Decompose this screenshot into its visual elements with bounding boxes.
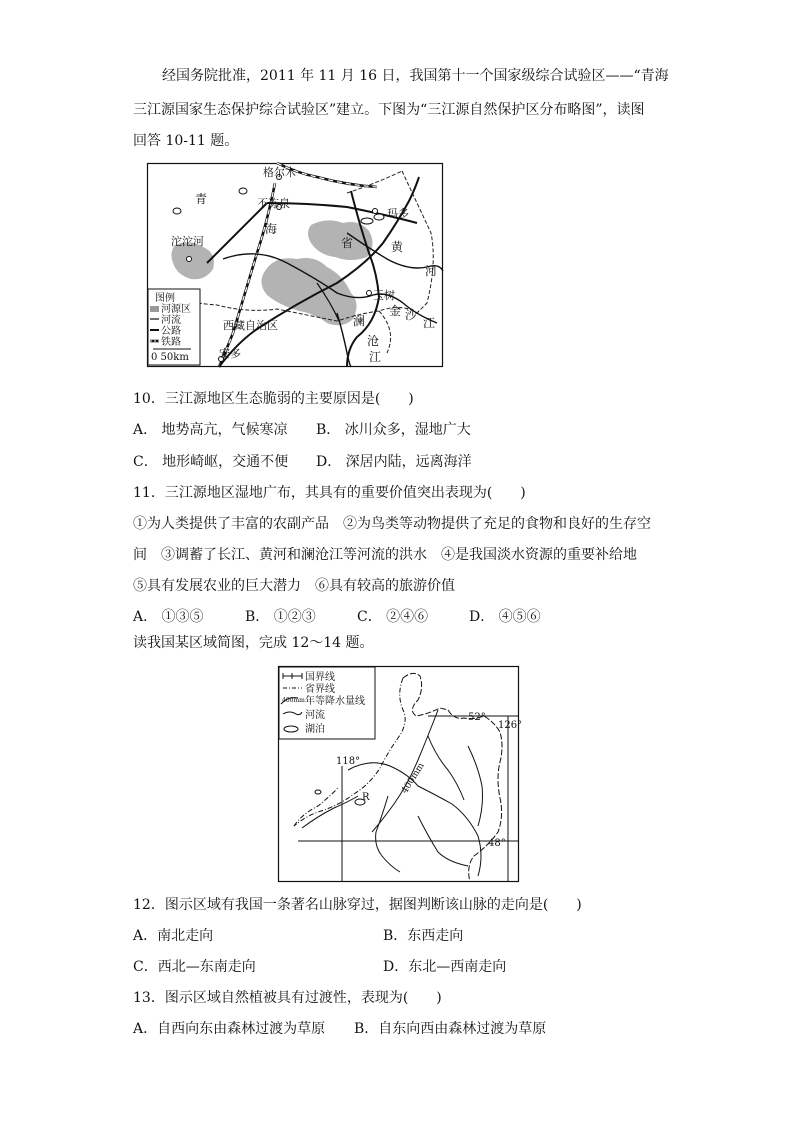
map1-legend: [148, 289, 200, 365]
label-budongquan: 不冻泉: [257, 197, 290, 210]
q11-line-1: ①为人类提供了丰富的农副产品 ②为鸟类等动物提供了充足的食物和良好的生存空: [133, 516, 651, 532]
q12-option-a[interactable]: A．南北走向: [133, 928, 214, 944]
lat-48-label: 48°: [488, 838, 506, 849]
q11-option-b[interactable]: B． ①②③: [245, 609, 316, 625]
label-huang: 黄: [391, 240, 404, 254]
q10-option-a[interactable]: A． 地势高亢，气候寒凉: [133, 422, 288, 438]
q13-option-b[interactable]: B．自东向西由森林过渡为草原: [354, 1021, 547, 1037]
legend-isoline: 年等降水量线: [305, 696, 365, 707]
legend-border-province: 省界线: [305, 684, 335, 695]
q12-option-c[interactable]: C．西北—东南走向: [133, 959, 256, 975]
legend-item-river: 河流: [161, 315, 181, 326]
lon-126-label: 126°: [498, 720, 523, 731]
label-sha: 沙: [405, 308, 418, 322]
label-jin: 金: [389, 304, 402, 318]
q11-line-2: 间 ③调蓄了长江、黄河和澜沧江等河流的洪水 ④是我国淡水资源的重要补给地: [133, 547, 637, 563]
q11-option-a[interactable]: A． ①③⑤: [133, 609, 204, 625]
map2-legend: [279, 667, 375, 739]
q13-stem: 13．图示区域自然植被具有过渡性，表现为( ): [133, 990, 442, 1006]
q10-option-d[interactable]: D． 深居内陆，远离海洋: [316, 454, 472, 470]
intro-line-2: 三江源国家生态保护综合试验区”建立。下图为“三江源自然保护区分布略图”，读图: [133, 102, 645, 118]
q12-stem: 12．图示区域有我国一条著名山脉穿过，据图判断该山脉的走向是( ): [133, 897, 582, 913]
label-xizang: 西藏自治区: [223, 319, 278, 332]
legend-item-highway: 公路: [161, 326, 181, 337]
label-qing: 青: [195, 192, 208, 206]
q10-option-c[interactable]: C． 地形崎岖，交通不便: [133, 454, 289, 470]
q11-option-d[interactable]: D． ④⑤⑥: [469, 609, 541, 625]
isoline-label: 400mm: [400, 761, 427, 796]
read-instruction: 读我国某区域简图，完成 12～14 题。: [133, 635, 374, 651]
label-jiang: 江: [423, 316, 436, 330]
region-map: [278, 666, 523, 882]
legend-border-national: 国界线: [305, 672, 335, 683]
q10-stem: 10．三江源地区生态脆弱的主要原因是( ): [133, 391, 414, 407]
sanjiangyuan-map: [147, 163, 443, 367]
q13-option-a[interactable]: A．自西向东由森林过渡为草原: [133, 1021, 326, 1037]
q11-line-3: ⑤具有发展农业的巨大潜力 ⑥具有较高的旅游价值: [133, 578, 455, 594]
label-tuotuohe: 沱沱河: [171, 235, 204, 248]
lat-52-label: 52°: [468, 712, 486, 723]
label-geermu: 格尔木: [263, 166, 296, 179]
label-anduo: 安多: [219, 347, 241, 360]
label-sheng: 省: [341, 236, 354, 250]
q11-stem: 11．三江源地区湿地广布，其具有的重要价值突出表现为( ): [133, 485, 526, 501]
q12-option-d[interactable]: D．东北—西南走向: [383, 959, 507, 975]
label-maduo: 玛多: [387, 207, 409, 220]
label-cang: 沧: [367, 334, 380, 348]
intro-line-3: 回答 10-11 题。: [133, 133, 239, 149]
label-he: 河: [425, 264, 438, 278]
q10-option-b[interactable]: B． 冰川众多，湿地广大: [316, 422, 471, 438]
legend-item-source: 河源区: [161, 304, 191, 315]
intro-line-1: 经国务院批准，2011 年 11 月 16 日，我国第十一个国家级综合试验区——“青海: [162, 68, 669, 84]
label-yushu: 玉树: [373, 289, 395, 302]
lon-118-label: 118°: [336, 756, 361, 767]
q11-option-c[interactable]: C． ②④⑥: [357, 609, 429, 625]
legend-scale: 0 50km: [151, 352, 189, 363]
label-hai: 海: [265, 222, 278, 236]
legend-lake: 湖泊: [305, 724, 325, 735]
legend-iso-label: 400mm: [282, 697, 305, 704]
legend-river: 河流: [305, 710, 325, 721]
legend-title: 图例: [155, 293, 175, 304]
label-jiang2: 江: [369, 350, 382, 364]
q12-option-b[interactable]: B．东西走向: [383, 928, 464, 944]
label-r: R: [362, 792, 370, 803]
legend-item-railway: 铁路: [161, 337, 181, 348]
label-lan: 澜: [353, 314, 366, 328]
